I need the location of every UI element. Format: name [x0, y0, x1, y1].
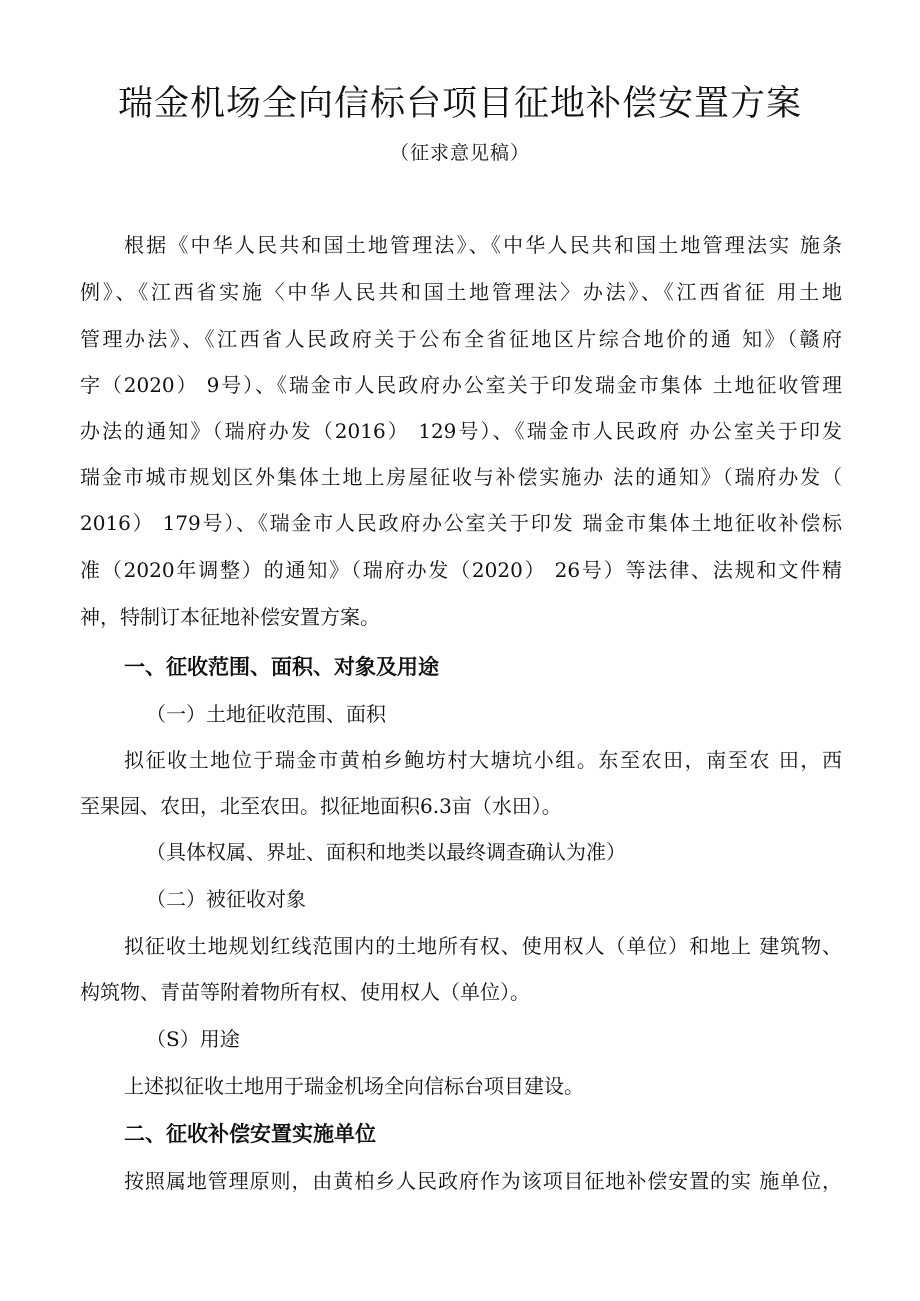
document-title: 瑞金机场全向信标台项目征地补偿安置方案 — [117, 84, 802, 124]
intro-line: 瑞金市城市规划区外集体土地上房屋征收与补偿实施办 法的通知》（瑞府办发（ — [80, 465, 842, 489]
intro-line: 神，特制订本征地补偿安置方案。 — [80, 605, 380, 629]
paragraph-line: 上述拟征收土地用于瑞金机场全向信标台项目建设。 — [124, 1074, 584, 1098]
intro-line: 2016） 179号）、《瑞金市人民政府办公室关于印发 瑞金市集体土地征收补偿标 — [80, 511, 842, 535]
subsection-title-1: （一）土地征收范围、面积 — [146, 702, 386, 726]
subsection-title-2: （二）被征收对象 — [146, 887, 306, 911]
intro-line: 管理办法》、《江西省人民政府关于公布全省征地区片综合地价的通 知》（赣府 — [80, 327, 842, 351]
paragraph-line: 至果园、农田，北至农田。拟征地面积6.3亩（水田）。 — [80, 794, 562, 818]
document-subtitle: （征求意见稿） — [389, 142, 530, 164]
paragraph-line: 构筑物、青苗等附着物所有权、使用权人（单位）。 — [80, 980, 530, 1004]
subsection-title-3: （S）用途 — [146, 1027, 240, 1051]
paragraph-line: 按照属地管理原则，由黄柏乡人民政府作为该项目征地补偿安置的实 施单位， — [124, 1169, 842, 1193]
section-heading-2: 二、征收补偿安置实施单位 — [124, 1122, 376, 1146]
intro-line: 字（2020） 9号）、《瑞金市人民政府办公室关于印发瑞金市集体 土地征收管理 — [80, 373, 842, 397]
intro-line: 办法的通知》（瑞府办发（2016） 129号）、《瑞金市人民政府 办公室关于印发 — [80, 419, 842, 443]
paragraph-line: 拟征收土地位于瑞金市黄柏乡鲍坊村大塘坑小组。东至农田，南至农 田，西 — [124, 748, 842, 772]
paragraph-line: 拟征收土地规划红线范围内的土地所有权、使用权人（单位）和地上 建筑物、 — [124, 934, 842, 958]
intro-line: 准（2020年调整）的通知》（瑞府办发（2020） 26号）等法律、法规和文件精 — [80, 558, 842, 582]
scope-note: （具体权属、界址、面积和地类以最终调查确认为准） — [146, 840, 626, 864]
intro-line: 根据《中华人民共和国土地管理法》、《中华人民共和国土地管理法实 施条 — [124, 233, 842, 257]
section-heading-1: 一、征收范围、面积、对象及用途 — [124, 655, 439, 679]
intro-line: 例》、《江西省实施〈中华人民共和国土地管理法〉办法》、《江西省征 用土地 — [80, 280, 842, 304]
